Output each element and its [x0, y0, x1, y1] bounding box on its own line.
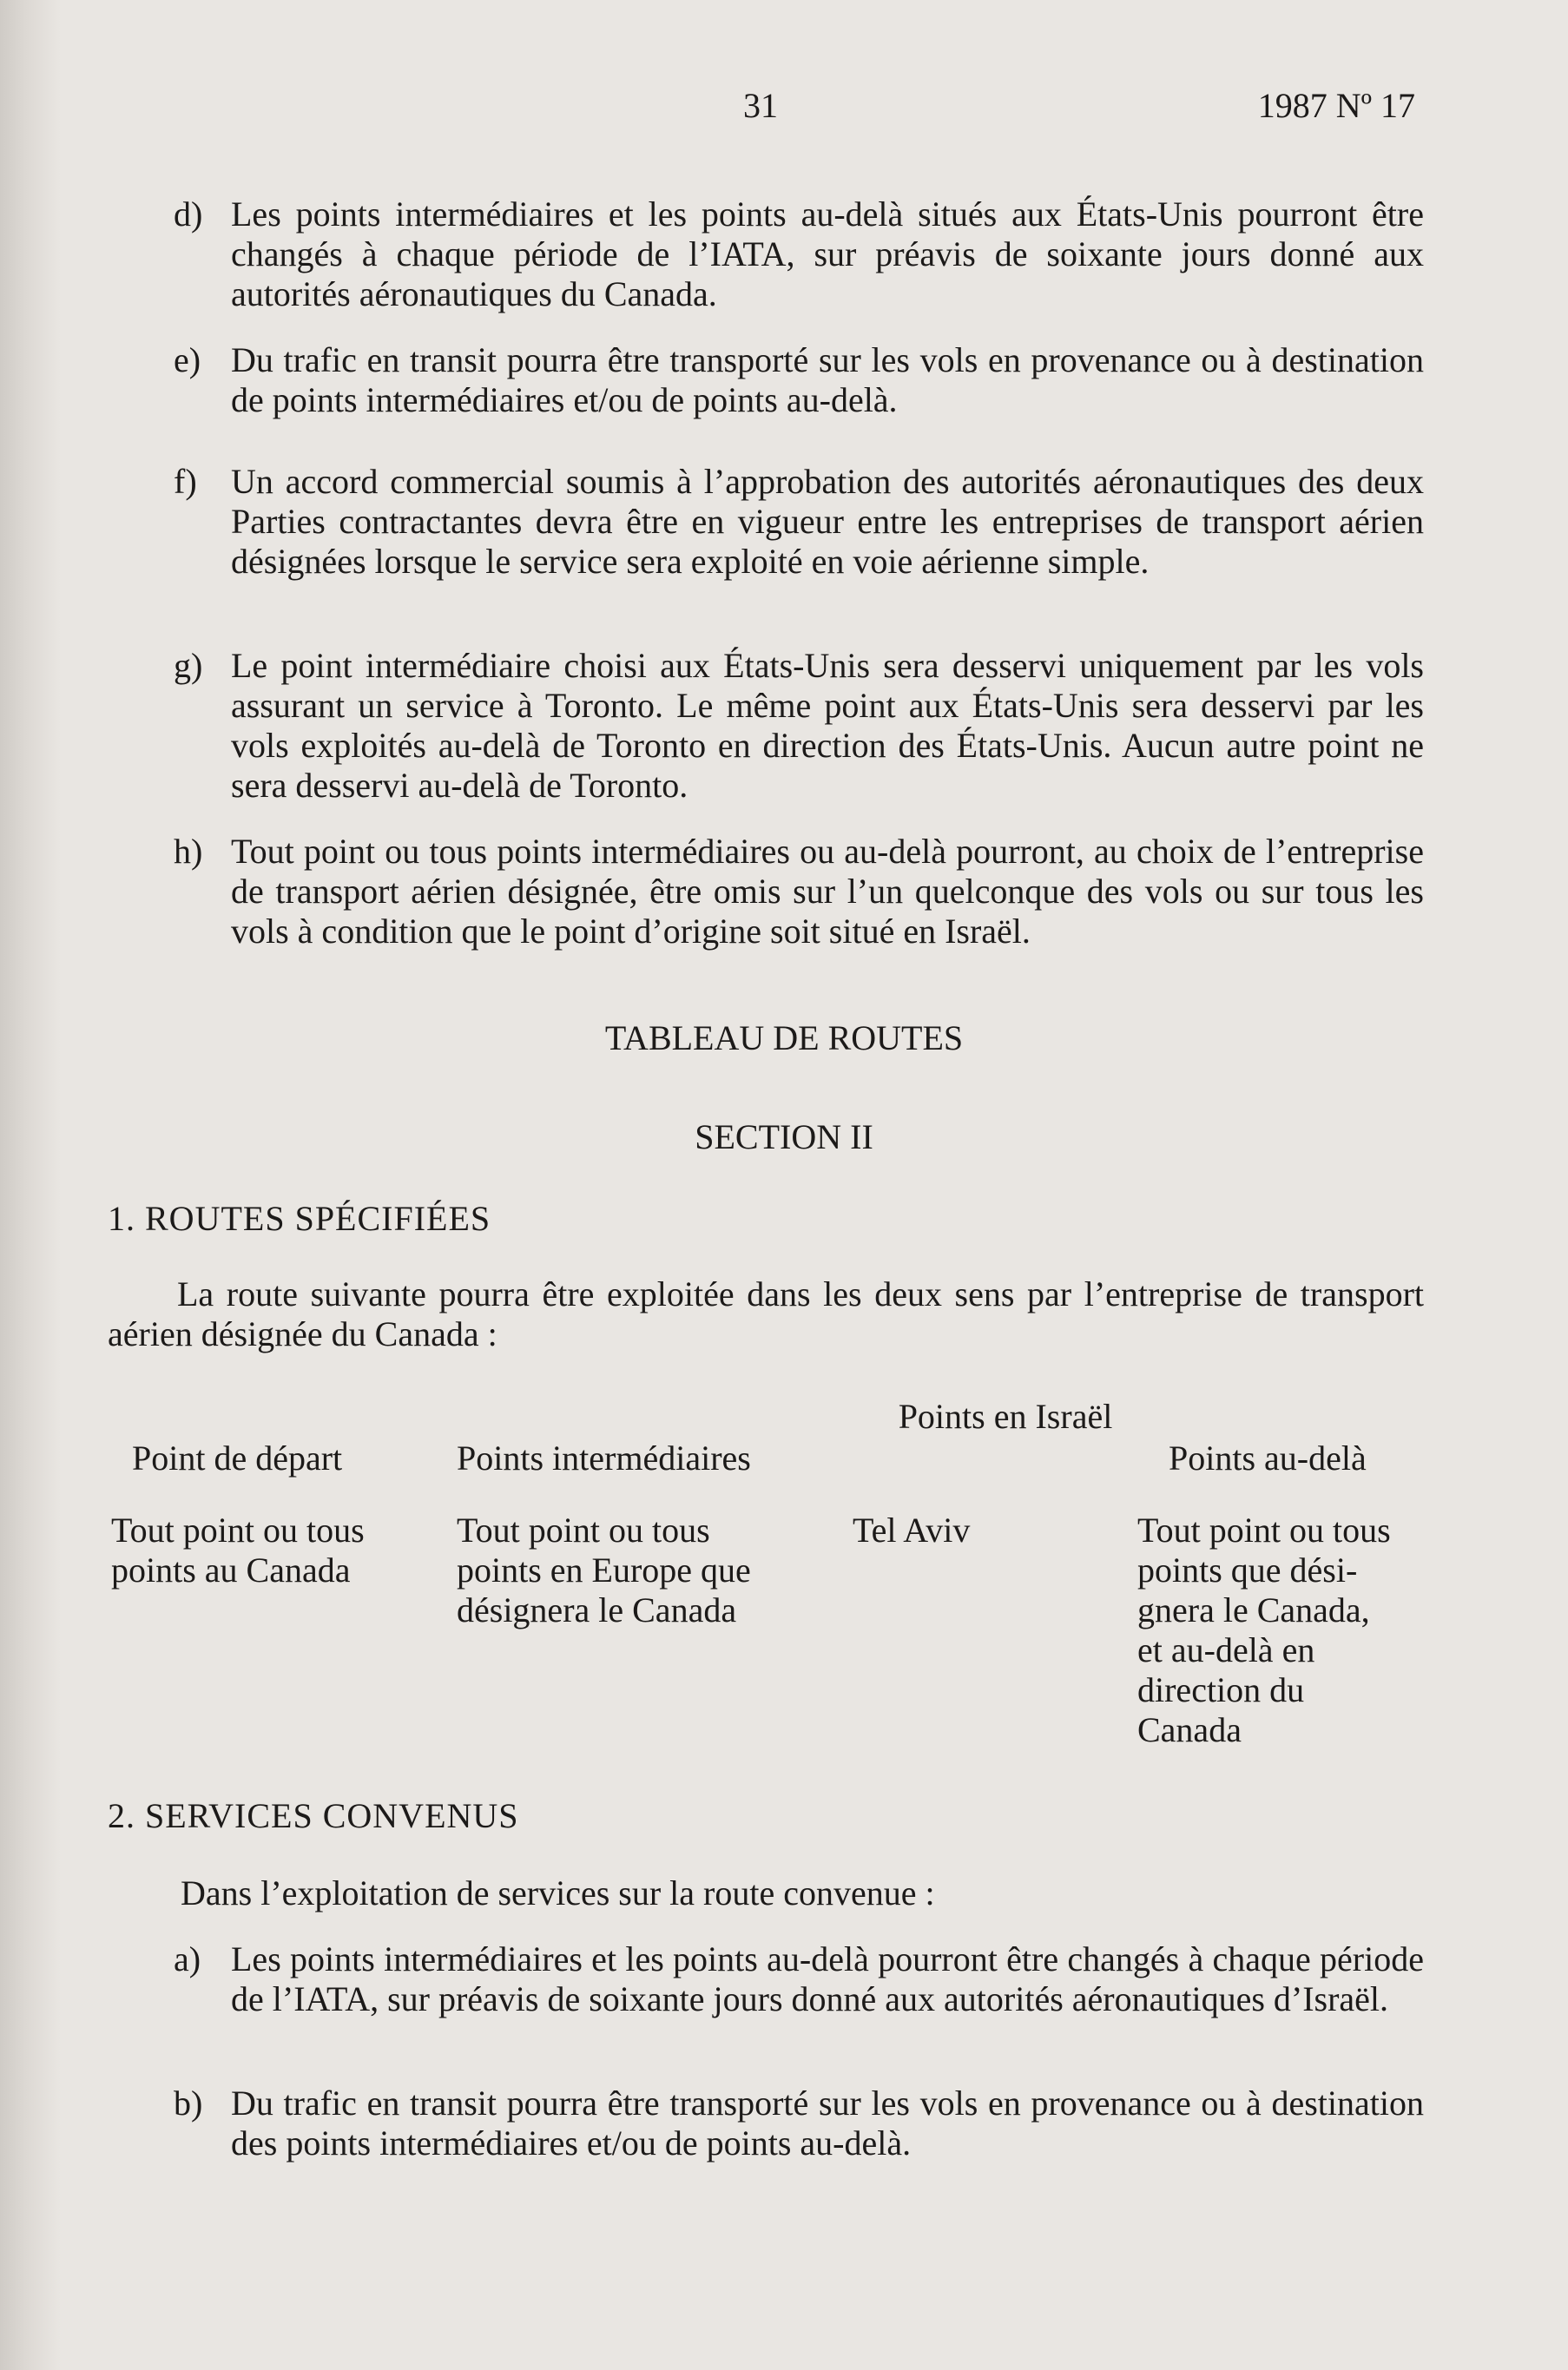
cell-line: Tel Aviv	[853, 1511, 971, 1550]
cell-line: Tout point ou tous	[111, 1511, 365, 1550]
section1-heading: 1. ROUTES SPÉCIFIÉES	[108, 1199, 491, 1238]
col-header-beyond: Points au-delà	[1169, 1438, 1367, 1478]
section1-intro-text: La route suivante pourra être exploitée dans les deux sens par l’entreprise de transport aérien désignée du Canada :	[108, 1274, 1424, 1353]
item-h	[174, 832, 1424, 951]
item-label: a)	[174, 1939, 201, 1978]
item-f	[174, 462, 1424, 582]
cell-line: points en Europe que	[457, 1550, 751, 1590]
cell-line: Canada	[1137, 1710, 1242, 1749]
cell-intermediate	[457, 1511, 751, 1630]
issue-number: 1987 Nº 17	[1257, 86, 1415, 125]
item-text: Le point intermédiaire choisi aux États-Unis sera desservi uniquement par les vols assurant un service à Toronto. Le même point aux États-Unis sera desservi par les vols exploités au-delà de Toronto en direction des États-Unis. Aucun autre point ne sera desservi au-delà de Toronto.	[231, 646, 1424, 805]
item-label: e)	[174, 340, 201, 379]
item-e	[174, 340, 1424, 420]
page-number: 31	[743, 86, 778, 125]
cell-line: gnera le Canada,	[1137, 1590, 1370, 1629]
item-b	[174, 2084, 1424, 2163]
item-label: g)	[174, 646, 203, 685]
section-title: SECTION II	[695, 1117, 873, 1156]
cell-departure	[111, 1511, 365, 1590]
table-title: TABLEAU DE ROUTES	[604, 1018, 964, 1057]
item-text: Tout point ou tous points intermédiaires ou au-delà pourront, au choix de l’entreprise de transport aérien désignée, être omis sur l’un quelconque des vols ou sur tous les vols à condition que le point d’origine soit situé en Israël.	[231, 832, 1424, 951]
cell-line: points au Canada	[111, 1550, 351, 1590]
item-text: Un accord commercial soumis à l’approbation des autorités aéronautiques des deux Parties contractantes devra être en vigueur entre les entreprises de transport aérien désignées lorsque le service sera exploité en voie aérienne simple.	[231, 462, 1424, 581]
item-a	[174, 1939, 1424, 2019]
section2-intro	[108, 1873, 1424, 1913]
section2-intro-text: Dans l’exploitation de services sur la route convenue :	[181, 1873, 935, 1912]
cell-beyond	[1137, 1511, 1391, 1750]
item-text: Les points intermédiaires et les points au-delà pourront être changés à chaque période de l’IATA, sur préavis de soixante jours donné aux autorités aéronautiques d’Israël.	[231, 1939, 1424, 2018]
col-header-intermediate: Points intermédiaires	[457, 1438, 751, 1478]
item-label: b)	[174, 2084, 203, 2123]
item-label: f)	[174, 462, 197, 501]
col-header-departure: Point de départ	[132, 1438, 343, 1478]
cell-line: direction du	[1137, 1670, 1305, 1709]
col-header-israel: Points en Israël	[898, 1397, 1113, 1436]
cell-israel	[853, 1511, 970, 1550]
cell-line: Tout point ou tous	[1137, 1511, 1391, 1550]
cell-line: et au-delà en	[1137, 1630, 1315, 1669]
cell-line: désignera le Canada	[457, 1590, 737, 1629]
item-text: Du trafic en transit pourra être transporté sur les vols en provenance ou à destination des points intermédiaires et/ou de points au-delà.	[231, 2084, 1424, 2163]
item-g	[174, 646, 1424, 806]
item-label: h)	[174, 832, 203, 871]
cell-line: Tout point ou tous	[457, 1511, 710, 1550]
section2-heading: 2. SERVICES CONVENUS	[108, 1796, 519, 1835]
item-label: d)	[174, 194, 203, 234]
item-text: Du trafic en transit pourra être transporté sur les vols en provenance ou à destination de points intermédiaires et/ou de points au-delà.	[231, 340, 1424, 419]
cell-line: points que dési-	[1137, 1550, 1358, 1590]
section1-intro	[108, 1274, 1424, 1354]
item-text: Les points intermédiaires et les points au-delà situés aux États-Unis pourront être changés à chaque période de l’IATA, sur préavis de soixante jours donné aux autorités aéronautiques du Canada.	[231, 194, 1424, 313]
item-d	[174, 194, 1424, 314]
